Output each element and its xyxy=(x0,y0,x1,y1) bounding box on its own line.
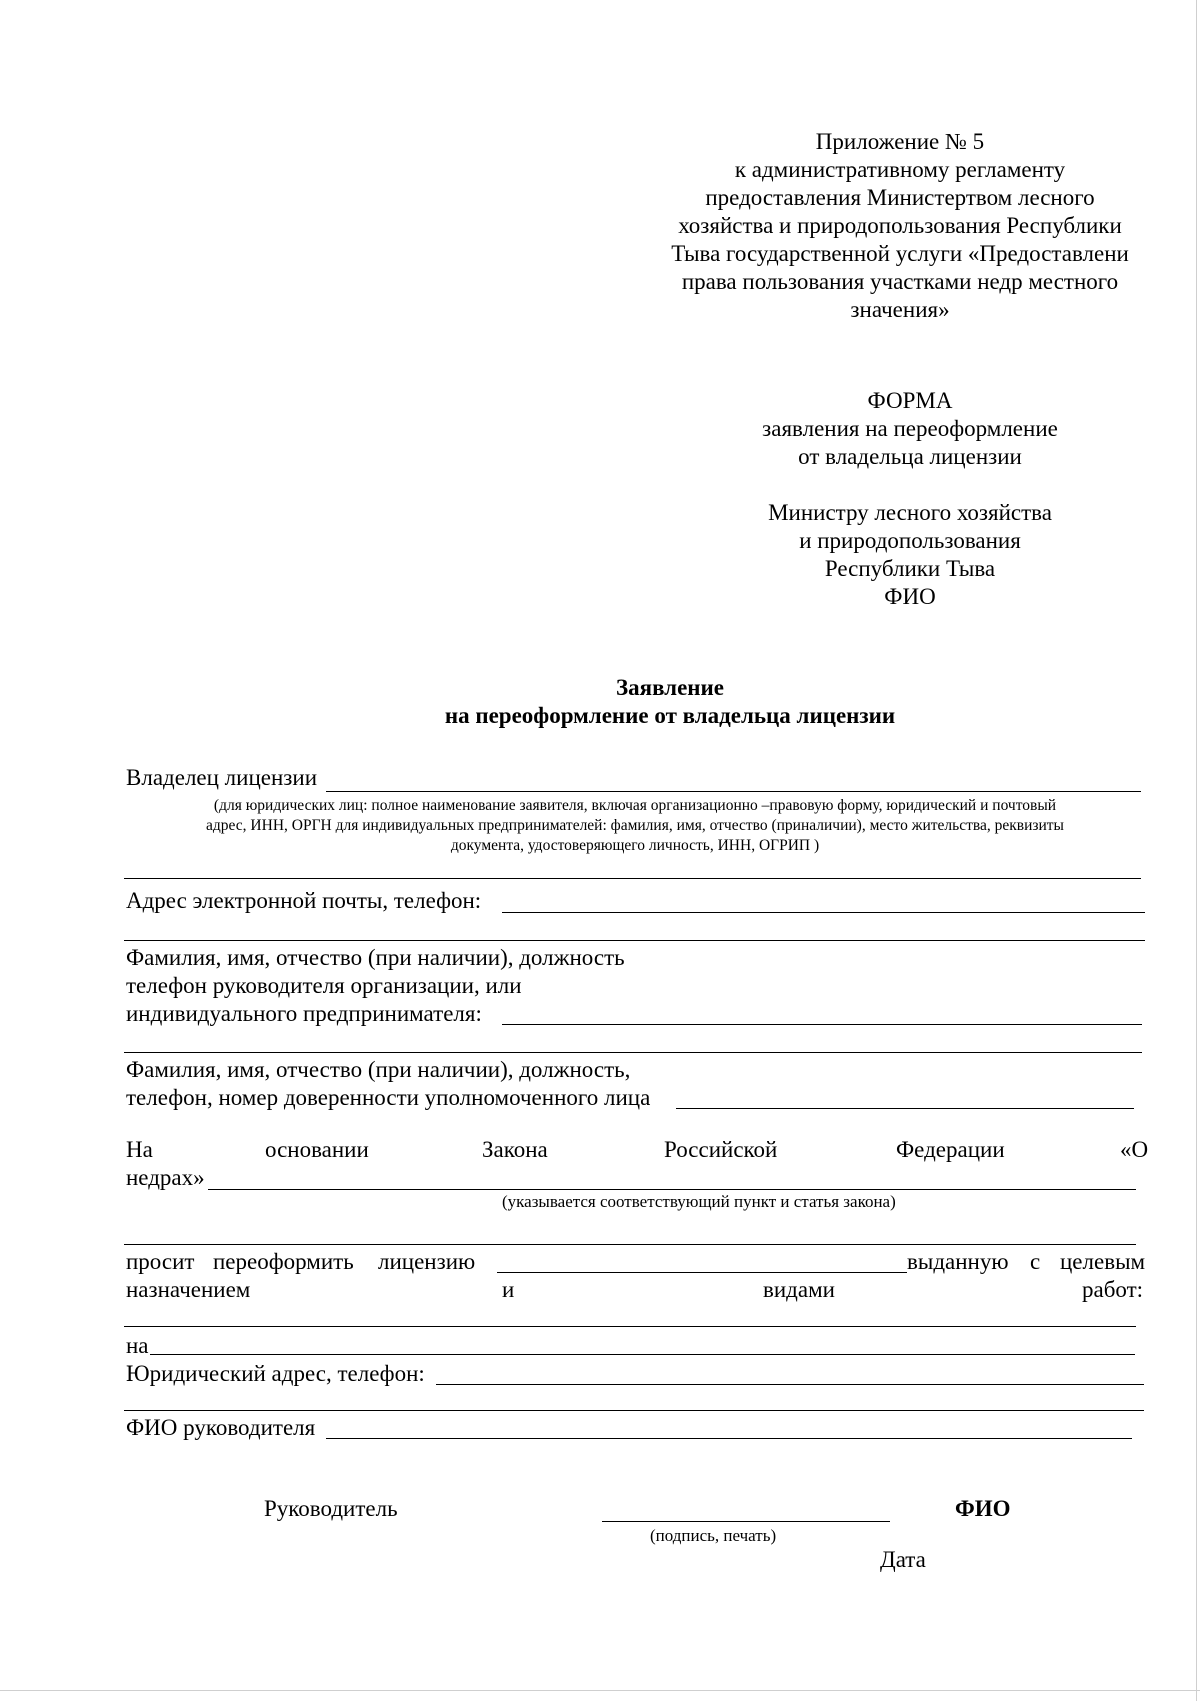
basis-word: Закона xyxy=(482,1137,548,1162)
basis-word: На xyxy=(126,1137,153,1162)
purpose-word: назначением xyxy=(126,1277,251,1302)
purpose-word: и xyxy=(502,1277,515,1302)
appendix-line: права пользования участками недр местного xyxy=(681,269,1119,294)
addressee-line: Министру лесного хозяйства xyxy=(768,500,1052,525)
signature-hint: (подпись, печать) xyxy=(650,1526,777,1545)
legal-address-input-line[interactable] xyxy=(436,1384,1144,1385)
on-label: на xyxy=(126,1333,149,1358)
purpose-word: видами xyxy=(763,1277,835,1302)
basis-input-line[interactable] xyxy=(208,1189,1136,1190)
head-label-line: индивидуального предпринимателя: xyxy=(126,1001,482,1026)
owner-label: Владелец лицензии xyxy=(126,765,317,790)
addressee-line: и природопользования xyxy=(799,528,1021,553)
owner-input-line[interactable] xyxy=(326,791,1141,792)
form-caption-line: ФОРМА xyxy=(867,388,953,413)
basis-tail: недрах» xyxy=(126,1165,205,1190)
basis-word: Российской xyxy=(664,1137,778,1162)
signature-name: ФИО xyxy=(955,1496,1011,1521)
owner-hint-line: адрес, ИНН, ОРГН для индивидуальных предпринимателей: фамилия, имя, отчество (приналичии), место жительства, реквизиты xyxy=(206,817,1064,834)
rep-label-line: телефон, номер доверенности уполномоченного лица xyxy=(126,1085,651,1110)
signature-date: Дата xyxy=(880,1547,926,1572)
form-caption-line: заявления на переоформление xyxy=(762,416,1058,441)
appendix-line: Тыва государственной услуги «Предоставлени xyxy=(671,241,1129,266)
appendix-line: хозяйства и природопользования Республики xyxy=(678,213,1122,238)
scan-edge-bottom xyxy=(0,1690,1200,1691)
addressee-line: ФИО xyxy=(884,584,936,609)
legal-address-extra-line[interactable] xyxy=(124,1410,1144,1411)
owner-extra-line[interactable] xyxy=(124,878,1141,879)
email-extra-line[interactable] xyxy=(124,940,1145,941)
email-input-line[interactable] xyxy=(502,912,1145,913)
issued-word: целевым xyxy=(1060,1249,1146,1274)
appendix-line: значения» xyxy=(850,297,950,322)
rep-input-line[interactable] xyxy=(676,1108,1134,1109)
appendix-line: предоставления Министертвом лесного xyxy=(705,185,1095,210)
head-name-input-line[interactable] xyxy=(326,1438,1132,1439)
form-caption-line: от владельца лицензии xyxy=(798,444,1022,469)
document-title: Заявление xyxy=(615,675,725,700)
request-word: лицензию xyxy=(378,1249,476,1274)
head-label-line: телефон руководителя организации, или xyxy=(126,973,522,998)
basis-hint: (указывается соответствующий пункт и статья закона) xyxy=(502,1192,896,1211)
basis-extra-line[interactable] xyxy=(124,1244,1136,1245)
head-input-line[interactable] xyxy=(502,1024,1142,1025)
legal-address-label: Юридический адрес, телефон: xyxy=(126,1361,425,1386)
appendix-line: Приложение № 5 xyxy=(815,129,985,154)
basis-word: Федерации xyxy=(896,1137,1005,1162)
head-name-label: ФИО руководителя xyxy=(126,1415,316,1440)
request-word: просит xyxy=(126,1249,195,1274)
scan-edge-right xyxy=(1196,0,1197,1701)
addressee-line: Республики Тыва xyxy=(824,556,996,581)
on-input-line[interactable] xyxy=(150,1354,1135,1355)
signature-role: Руководитель xyxy=(264,1496,398,1521)
license-input-line[interactable] xyxy=(497,1272,907,1273)
head-extra-line[interactable] xyxy=(124,1052,1142,1053)
document-subtitle: на переоформление от владельца лицензии xyxy=(444,703,896,728)
rep-label-line: Фамилия, имя, отчество (при наличии), должность, xyxy=(126,1057,631,1082)
appendix-line: к административному регламенту xyxy=(734,157,1066,182)
owner-hint-line: (для юридических лиц: полное наименование заявителя, включая организационно –правовую форму, юридический и почтовый xyxy=(213,797,1057,814)
head-label-line: Фамилия, имя, отчество (при наличии), должность xyxy=(126,945,625,970)
basis-word: основании xyxy=(265,1137,369,1162)
signature-line[interactable] xyxy=(602,1521,890,1522)
email-label: Адрес электронной почты, телефон: xyxy=(126,888,482,913)
issued-word: выданную xyxy=(907,1249,1009,1274)
basis-word: «О xyxy=(1120,1137,1149,1162)
request-word: переоформить xyxy=(213,1249,354,1274)
purpose-input-line[interactable] xyxy=(124,1326,1136,1327)
issued-word: с xyxy=(1030,1249,1041,1274)
owner-hint-line: документа, удостоверяющего личность, ИНН, ОГРИП ) xyxy=(450,837,820,854)
purpose-word: работ: xyxy=(1082,1277,1144,1302)
